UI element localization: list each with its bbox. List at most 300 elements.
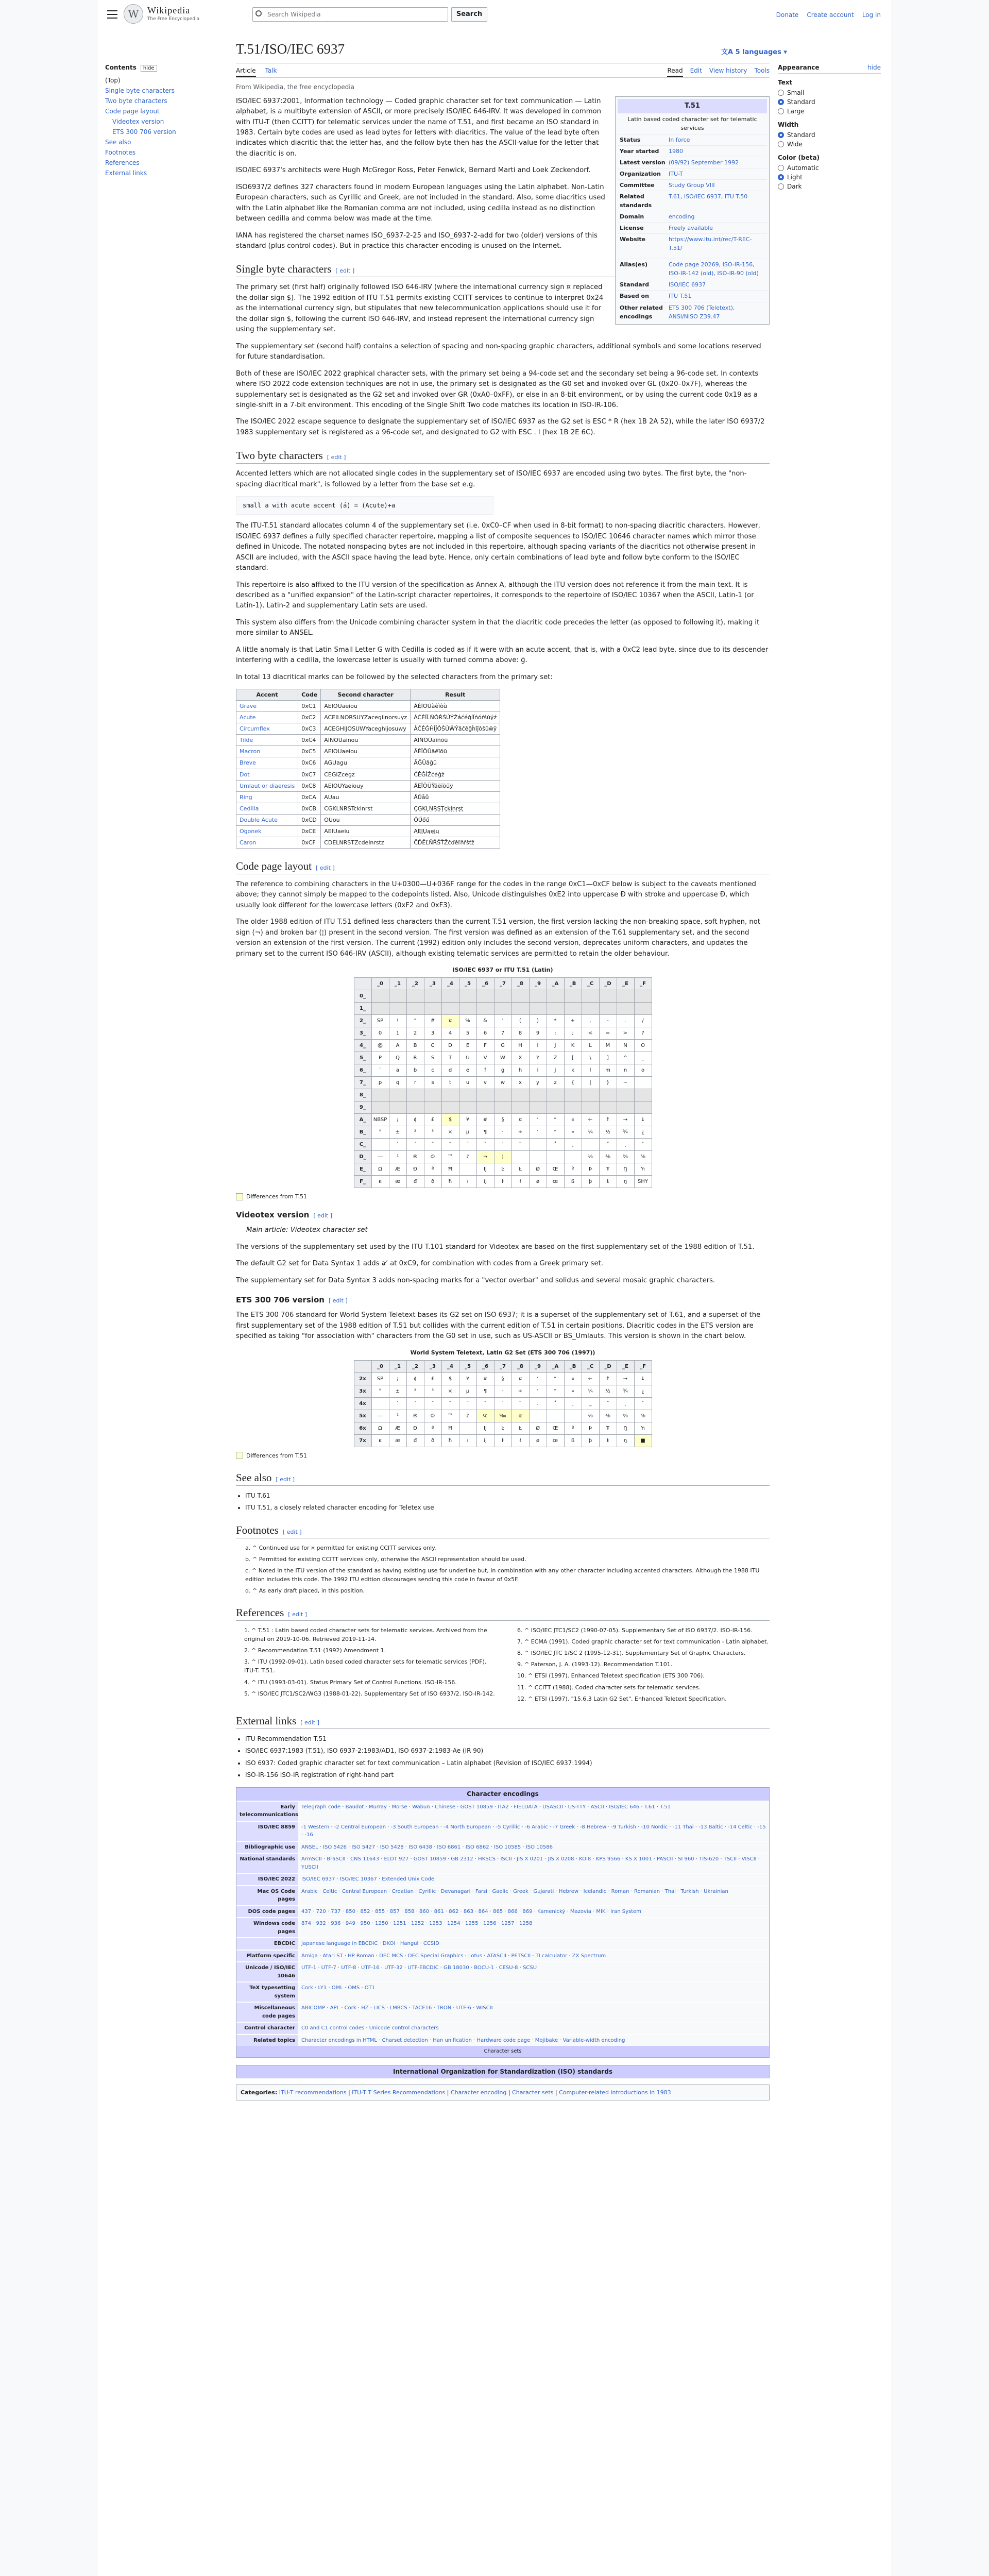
reference-item[interactable]: 12. ^ ETSI (1997). "15.6.3 Latin G2 Set". Enhanced Teletext Specification.	[517, 1695, 727, 1702]
code-cell[interactable]	[459, 990, 476, 1003]
reference-item[interactable]: 4. ^ ITU (1993-03-01). Status Primary Set of Control Functions. ISO-IR-156.	[244, 1679, 457, 1686]
code-cell[interactable]: ´	[406, 1397, 424, 1410]
code-cell[interactable]: `	[371, 1064, 389, 1077]
code-cell[interactable]: ˘	[476, 1397, 494, 1410]
code-cell[interactable]	[564, 1101, 582, 1114]
code-cell[interactable]: »	[564, 1385, 582, 1397]
table-cell[interactable]: Macron	[236, 746, 298, 757]
navbox-foot[interactable]: Character sets	[236, 2046, 769, 2057]
code-cell[interactable]: ˇ	[634, 1397, 652, 1410]
edit-section-link[interactable]: [ edit ]	[327, 454, 346, 461]
code-cell[interactable]: Ω	[371, 1422, 389, 1434]
code-cell[interactable]: V	[476, 1052, 494, 1064]
code-cell[interactable]	[441, 1101, 459, 1114]
search-button[interactable]: Search	[451, 7, 487, 22]
code-cell[interactable]: ⅝	[617, 1151, 634, 1163]
code-cell[interactable]: ŉ	[634, 1163, 652, 1176]
code-cell[interactable]: ’	[529, 1126, 547, 1139]
code-cell[interactable]: i	[529, 1064, 547, 1077]
toc-item[interactable]: Two byte characters	[105, 97, 167, 105]
code-cell[interactable]: c	[424, 1064, 441, 1077]
code-cell[interactable]	[424, 1089, 441, 1101]
code-cell[interactable]	[511, 990, 529, 1003]
code-cell[interactable]	[406, 1089, 424, 1101]
code-cell[interactable]	[547, 1003, 564, 1015]
code-cell[interactable]: ;	[564, 1027, 582, 1040]
code-cell[interactable]: °	[371, 1126, 389, 1139]
width-standard-radio[interactable]: Standard	[778, 130, 881, 140]
search-input[interactable]: Search Wikipedia	[252, 7, 448, 22]
code-cell[interactable]: ¡	[389, 1372, 406, 1385]
code-cell[interactable]: ⅛	[582, 1410, 599, 1422]
code-cell[interactable]: 1	[389, 1027, 406, 1040]
infobox-value[interactable]: ITU-T	[669, 170, 683, 177]
navbox-list[interactable]: ABICOMP · APL · Cork · HZ · LICS · LMBCS · TACE16 · TRON · UTF-6 · WISCII	[298, 2003, 769, 2022]
code-cell[interactable]: ^	[617, 1052, 634, 1064]
navbox-group[interactable]: ISO/IEC 2022	[236, 1874, 298, 1885]
code-cell[interactable]	[634, 1077, 652, 1089]
code-cell[interactable]: Ħ	[441, 1163, 459, 1176]
appearance-hide[interactable]: hide	[867, 64, 881, 71]
code-cell[interactable]: ↓	[634, 1372, 652, 1385]
code-cell[interactable]: °	[371, 1385, 389, 1397]
navbox-list[interactable]: ANSEL · ISO 5426 · ISO 5427 · ISO 5428 · ISO 6438 · ISO 6861 · ISO 6862 · ISO 10585 · ISO 10586	[298, 1842, 769, 1853]
code-cell[interactable]: -	[599, 1015, 617, 1027]
code-cell[interactable]: œ	[547, 1434, 564, 1447]
navbox-group[interactable]: Unicode / ISO/IEC 10646	[236, 1962, 298, 1981]
code-cell[interactable]: Y	[529, 1052, 547, 1064]
navbox-list[interactable]: ArmSCII · BraSCII · CNS 11643 · ELOT 927 · GOST 10859 · GB 2312 · HKSCS · ISCII · JIS X 0201 · JIS X 0208 · KOI8 · KPS 9566 · KS X 1001 · PASCII · SI 960 · TIS-620 · TSCII · VISCII · YUSCII	[298, 1854, 769, 1873]
reference-item[interactable]: 2. ^ Recommendation T.51 (1992) Amendment 1.	[244, 1647, 386, 1654]
edit-section-link[interactable]: [ edit ]	[328, 1297, 348, 1304]
code-cell[interactable]	[634, 990, 652, 1003]
code-cell[interactable]: µ	[459, 1126, 476, 1139]
code-cell[interactable]: 0	[371, 1027, 389, 1040]
code-cell[interactable]: ˛	[617, 1139, 634, 1151]
toc-item[interactable]: See also	[105, 139, 131, 146]
reference-item[interactable]: 5. ^ ISO/IEC JTC1/SC2/WG3 (1988-01-22). Supplementary Set of ISO 6937/2. ISO-IR-142.	[244, 1690, 495, 1697]
code-cell[interactable]: œ	[547, 1176, 564, 1188]
category-link[interactable]: Character encoding	[451, 2089, 507, 2096]
toc-item[interactable]: ETS 300 706 version	[112, 128, 176, 135]
code-cell[interactable]: _	[582, 1397, 599, 1410]
code-cell[interactable]	[494, 1003, 511, 1015]
code-cell[interactable]: #	[424, 1015, 441, 1027]
code-cell[interactable]: 6	[476, 1027, 494, 1040]
code-cell[interactable]: &	[476, 1015, 494, 1027]
code-cell[interactable]: Ŧ	[599, 1422, 617, 1434]
code-cell[interactable]: ß	[564, 1176, 582, 1188]
log-in-link[interactable]: Log in	[862, 11, 881, 19]
code-cell[interactable]: æ	[389, 1176, 406, 1188]
code-cell[interactable]	[529, 1101, 547, 1114]
code-cell[interactable]: p	[371, 1077, 389, 1089]
code-cell[interactable]: /	[634, 1015, 652, 1027]
code-cell[interactable]: α	[511, 1410, 529, 1422]
code-cell[interactable]: 8	[511, 1027, 529, 1040]
reference-item[interactable]: 8. ^ ISO/IEC JTC 1/SC 2 (1995-12-31). Supplementary Set of Graphic Characters.	[517, 1650, 746, 1657]
code-cell[interactable]: E	[459, 1040, 476, 1052]
code-cell[interactable]: Æ	[389, 1422, 406, 1434]
code-cell[interactable]: C	[424, 1040, 441, 1052]
code-cell[interactable]	[476, 1003, 494, 1015]
code-cell[interactable]: .	[529, 1397, 547, 1410]
code-cell[interactable]: ð	[424, 1176, 441, 1188]
category-link[interactable]: Computer-related introductions in 1983	[559, 2089, 671, 2096]
reference-item[interactable]: 6. ^ ISO/IEC JTC1/SC2 (1990-07-05). Supplementary Set of ISO 6937/2. ISO-IR-156.	[517, 1627, 753, 1634]
code-cell[interactable]: ¤	[441, 1015, 459, 1027]
code-cell[interactable]	[634, 1101, 652, 1114]
code-cell[interactable]: M	[599, 1040, 617, 1052]
code-cell[interactable]: º	[564, 1163, 582, 1176]
code-cell[interactable]: P	[371, 1052, 389, 1064]
reference-item[interactable]: 3. ^ ITU (1992-09-01). Latin based coded character sets for telematic services (PDF). ITU-T. T.51.	[244, 1658, 487, 1674]
navbox-list[interactable]: UTF-1 · UTF-7 · UTF-8 · UTF-16 · UTF-32 · UTF-EBCDIC · GB 18030 · BOCU-1 · CESU-8 · SCSU	[298, 1962, 769, 1981]
code-cell[interactable]: }	[599, 1077, 617, 1089]
infobox-value[interactable]: https://www.itu.int/rec/T-REC-T.51/	[669, 236, 752, 252]
code-cell[interactable]: ˙	[494, 1139, 511, 1151]
code-cell[interactable]: ₠	[476, 1410, 494, 1422]
code-cell[interactable]: .	[617, 1015, 634, 1027]
code-cell[interactable]: Ø	[529, 1163, 547, 1176]
code-cell[interactable]: h	[511, 1064, 529, 1077]
code-cell[interactable]: Ŋ	[617, 1163, 634, 1176]
reference-item[interactable]: 10. ^ ETSI (1997). Enhanced Teletext specification (ETS 300 706).	[517, 1672, 705, 1680]
main-menu-icon[interactable]	[107, 10, 117, 19]
code-cell[interactable]: `	[389, 1139, 406, 1151]
code-cell[interactable]: ↓	[634, 1114, 652, 1126]
code-cell[interactable]: ˘	[476, 1139, 494, 1151]
code-cell[interactable]	[529, 1410, 547, 1422]
code-cell[interactable]: y	[529, 1077, 547, 1089]
code-cell[interactable]	[617, 1101, 634, 1114]
code-cell[interactable]: £	[424, 1114, 441, 1126]
code-cell[interactable]: ©	[424, 1151, 441, 1163]
code-cell[interactable]	[389, 1089, 406, 1101]
code-cell[interactable]: %	[459, 1015, 476, 1027]
code-cell[interactable]: *	[547, 1015, 564, 1027]
code-cell[interactable]	[459, 1101, 476, 1114]
code-cell[interactable]: đ	[406, 1434, 424, 1447]
code-cell[interactable]: Ł	[511, 1163, 529, 1176]
donate-link[interactable]: Donate	[776, 11, 799, 19]
table-cell[interactable]: Umlaut or diaeresis	[236, 780, 298, 791]
code-cell[interactable]: Đ	[406, 1422, 424, 1434]
navbox-group[interactable]: Related topics	[236, 2035, 298, 2046]
code-cell[interactable]: Q	[389, 1052, 406, 1064]
code-cell[interactable]: t	[441, 1077, 459, 1089]
navbox-list[interactable]: Telegraph code · Baudot · Murray · Morse · Wabun · Chinese · GOST 10859 · ITA2 · FIELDATA · USASCII · US-TTY · ASCII · ISO/IEC 646 · T.61 · T.51	[298, 1802, 769, 1821]
table-cell[interactable]: Tilde	[236, 735, 298, 746]
code-cell[interactable]: ¦	[494, 1151, 511, 1163]
navbox-list[interactable]: C0 and C1 control codes · Unicode control characters	[298, 2023, 769, 2034]
code-cell[interactable]: µ	[459, 1385, 476, 1397]
category-link[interactable]: ITU-T recommendations	[279, 2089, 347, 2096]
infobox-value[interactable]: ISO/IEC 6937	[669, 281, 706, 289]
navbox-group[interactable]: DOS code pages	[236, 1906, 298, 1918]
navbox-group[interactable]: Early telecommunications	[236, 1802, 298, 1821]
code-cell[interactable]	[564, 990, 582, 1003]
code-cell[interactable]: u	[459, 1077, 476, 1089]
code-cell[interactable]: B	[406, 1040, 424, 1052]
code-cell[interactable]: Œ	[547, 1163, 564, 1176]
code-cell[interactable]: ¿	[634, 1385, 652, 1397]
tab-edit[interactable]: Edit	[690, 67, 702, 74]
code-cell[interactable]: ŋ	[617, 1434, 634, 1447]
code-cell[interactable]	[582, 1003, 599, 1015]
code-cell[interactable]: ˇ	[634, 1139, 652, 1151]
code-cell[interactable]: R	[406, 1052, 424, 1064]
code-cell[interactable]: ¬	[476, 1151, 494, 1163]
code-cell[interactable]: ÷	[511, 1126, 529, 1139]
code-cell[interactable]: ¼	[582, 1126, 599, 1139]
code-cell[interactable]: ”	[547, 1126, 564, 1139]
code-cell[interactable]: #	[476, 1114, 494, 1126]
code-cell[interactable]: 7	[494, 1027, 511, 1040]
code-cell[interactable]: ⅝	[617, 1410, 634, 1422]
navbox-list[interactable]: Amiga · Atari ST · HP Roman · DEC MCS · DEC Special Graphics · Lotus · ATASCII · PETSCII · TI calculator · ZX Spectrum	[298, 1951, 769, 1962]
code-cell[interactable]: 4	[441, 1027, 459, 1040]
code-cell[interactable]: ←	[582, 1114, 599, 1126]
code-cell[interactable]	[617, 1089, 634, 1101]
code-cell[interactable]: đ	[406, 1176, 424, 1188]
code-cell[interactable]: g	[494, 1064, 511, 1077]
category-link[interactable]: ITU-T T Series Recommendations	[352, 2089, 446, 2096]
code-cell[interactable]: ĸ	[371, 1176, 389, 1188]
code-cell[interactable]: ³	[424, 1385, 441, 1397]
code-cell[interactable]	[424, 990, 441, 1003]
code-cell[interactable]	[529, 1003, 547, 1015]
code-cell[interactable]	[599, 990, 617, 1003]
table-cell[interactable]: Breve	[236, 757, 298, 769]
code-cell[interactable]: O	[634, 1040, 652, 1052]
code-cell[interactable]: I	[529, 1040, 547, 1052]
toc-item[interactable]: Videotex version	[112, 118, 164, 125]
code-cell[interactable]: ×	[441, 1385, 459, 1397]
code-cell[interactable]: ×	[441, 1126, 459, 1139]
code-cell[interactable]	[547, 1410, 564, 1422]
code-cell[interactable]: ⅜	[599, 1151, 617, 1163]
code-cell[interactable]: @	[371, 1040, 389, 1052]
table-cell[interactable]: Circumflex	[236, 723, 298, 735]
toc-item[interactable]: Single byte characters	[105, 87, 175, 94]
code-cell[interactable]: ł	[511, 1434, 529, 1447]
code-cell[interactable]: ª	[424, 1422, 441, 1434]
code-cell[interactable]: q	[389, 1077, 406, 1089]
code-cell[interactable]	[441, 990, 459, 1003]
code-cell[interactable]	[441, 1003, 459, 1015]
navbox-group[interactable]: Windows code pages	[236, 1918, 298, 1937]
code-cell[interactable]: Ĳ	[476, 1422, 494, 1434]
code-cell[interactable]: 3	[424, 1027, 441, 1040]
code-cell[interactable]: “	[547, 1114, 564, 1126]
infobox-value[interactable]: T.61, ISO/IEC 6937, ITU T.50	[669, 193, 748, 200]
code-cell[interactable]: §	[494, 1114, 511, 1126]
color-dark-radio[interactable]: Dark	[778, 182, 881, 191]
code-cell[interactable]: ]	[599, 1052, 617, 1064]
code-cell[interactable]: z	[547, 1077, 564, 1089]
footnote-item[interactable]: b. ^ Permitted for existing CCITT services only, otherwise the ASCII representation should be used.	[245, 1556, 526, 1563]
code-cell[interactable]	[371, 1101, 389, 1114]
code-cell[interactable]: r	[406, 1077, 424, 1089]
infobox-value[interactable]: encoding	[669, 213, 695, 221]
code-cell[interactable]: #	[476, 1372, 494, 1385]
code-cell[interactable]: ¸	[564, 1397, 582, 1410]
code-cell[interactable]: ’	[529, 1385, 547, 1397]
code-cell[interactable]: $	[441, 1372, 459, 1385]
code-cell[interactable]	[371, 1397, 389, 1410]
external-link[interactable]: • ISO 6937: Coded graphic character set for text communication – Latin alphabet (Revision of ISO/IEC 6937:1994)	[245, 1758, 770, 1768]
code-cell[interactable]: ™	[441, 1151, 459, 1163]
table-cell[interactable]: Double Acute	[236, 814, 298, 825]
code-cell[interactable]: “	[547, 1372, 564, 1385]
code-cell[interactable]	[547, 1151, 564, 1163]
code-cell[interactable]	[547, 990, 564, 1003]
navbox-title[interactable]: Character encodings	[236, 1788, 769, 1801]
infobox-value[interactable]: Code page 20269, ISO-IR-156, ISO-IR-142 (old), ISO-IR-90 (old)	[669, 261, 759, 277]
create-account-link[interactable]: Create account	[807, 11, 854, 19]
code-cell[interactable]: f	[476, 1064, 494, 1077]
code-cell[interactable]: "	[406, 1015, 424, 1027]
code-cell[interactable]: SP	[371, 1015, 389, 1027]
table-cell[interactable]: Caron	[236, 837, 298, 848]
code-cell[interactable]	[511, 1101, 529, 1114]
code-cell[interactable]: ¥	[459, 1114, 476, 1126]
code-cell[interactable]: ł	[511, 1176, 529, 1188]
code-cell[interactable]: ¼	[582, 1385, 599, 1397]
code-cell[interactable]	[564, 1151, 582, 1163]
code-cell[interactable]: o	[634, 1064, 652, 1077]
code-cell[interactable]: `	[389, 1397, 406, 1410]
code-cell[interactable]: ø	[529, 1434, 547, 1447]
code-cell[interactable]: «	[564, 1372, 582, 1385]
code-cell[interactable]: >	[617, 1027, 634, 1040]
external-link[interactable]: • ISO-IR-156 ISO-IR registration of right-hand part	[245, 1770, 770, 1780]
wordmark[interactable]: Wikipedia	[147, 5, 191, 15]
code-cell[interactable]: ˆ	[424, 1397, 441, 1410]
code-cell[interactable]: w	[494, 1077, 511, 1089]
footnote-item[interactable]: c. ^ Noted in the ITU version of the standard as having existing use for underline but, in combination with any other character including accented characters. Although the 1988 ITU edition includes this code. The 1992 ITU edition discourages sending this code in favour of 0x5F.	[245, 1567, 760, 1583]
code-cell[interactable]: T	[441, 1052, 459, 1064]
code-cell[interactable]: ³	[424, 1126, 441, 1139]
reference-item[interactable]: 7. ^ ECMA (1991). Coded graphic character set for text communication - Latin alphabet.	[517, 1638, 769, 1646]
code-cell[interactable]: <	[582, 1027, 599, 1040]
code-cell[interactable]	[529, 1151, 547, 1163]
code-cell[interactable]: =	[599, 1027, 617, 1040]
code-cell[interactable]: 2	[406, 1027, 424, 1040]
code-cell[interactable]: ß	[564, 1434, 582, 1447]
code-cell[interactable]: ħ	[441, 1176, 459, 1188]
code-cell[interactable]: ‘	[529, 1114, 547, 1126]
code-cell[interactable]: {	[564, 1077, 582, 1089]
code-cell[interactable]: k	[564, 1064, 582, 1077]
code-cell[interactable]: Ŧ	[599, 1163, 617, 1176]
edit-section-link[interactable]: [ edit ]	[288, 1611, 307, 1618]
code-cell[interactable]	[371, 1089, 389, 1101]
code-cell[interactable]: ‰	[494, 1410, 511, 1422]
navbox-iso-title[interactable]: International Organization for Standardization (ISO) standards	[236, 2065, 769, 2078]
code-cell[interactable]: ™	[441, 1410, 459, 1422]
text-standard-radio[interactable]: Standard	[778, 97, 881, 107]
code-cell[interactable]: )	[529, 1015, 547, 1027]
code-cell[interactable]: ¥	[459, 1372, 476, 1385]
code-cell[interactable]	[424, 1003, 441, 1015]
code-cell[interactable]	[494, 1089, 511, 1101]
code-cell[interactable]: ˜	[441, 1397, 459, 1410]
code-cell[interactable]: ø	[529, 1176, 547, 1188]
code-cell[interactable]: ŧ	[599, 1434, 617, 1447]
table-cell[interactable]: Dot	[236, 769, 298, 780]
code-cell[interactable]: ˛	[617, 1397, 634, 1410]
infobox-value[interactable]: Study Group VIII	[669, 182, 715, 189]
color-light-radio[interactable]: Light	[778, 173, 881, 182]
code-cell[interactable]: ¤	[511, 1372, 529, 1385]
code-cell[interactable]: Þ	[582, 1163, 599, 1176]
code-cell[interactable]: v	[476, 1077, 494, 1089]
table-cell[interactable]: Cedilla	[236, 803, 298, 814]
code-cell[interactable]: ²	[406, 1385, 424, 1397]
code-cell[interactable]: ~	[617, 1077, 634, 1089]
code-cell[interactable]	[547, 1089, 564, 1101]
code-cell[interactable]: ª	[424, 1163, 441, 1176]
code-cell[interactable]: $	[441, 1114, 459, 1126]
code-cell[interactable]	[441, 1089, 459, 1101]
code-cell[interactable]: ―	[371, 1410, 389, 1422]
edit-section-link[interactable]: [ edit ]	[300, 1719, 319, 1726]
code-cell[interactable]	[406, 1003, 424, 1015]
code-cell[interactable]: J	[547, 1040, 564, 1052]
navbox-group[interactable]: Platform specific	[236, 1951, 298, 1962]
code-cell[interactable]: ¾	[617, 1385, 634, 1397]
code-cell[interactable]: ¹	[389, 1151, 406, 1163]
reference-item[interactable]: 1. ^ T.51 : Latin based coded character sets for telematic services. Archived from the original on 2019-10-06. Retrieved 2019-11-14.	[244, 1627, 487, 1643]
code-cell[interactable]: ¶	[476, 1126, 494, 1139]
code-cell[interactable]: ŉ	[634, 1422, 652, 1434]
navbox-group[interactable]: National standards	[236, 1854, 298, 1873]
code-cell[interactable]: ±	[389, 1385, 406, 1397]
code-cell[interactable]: ¾	[617, 1126, 634, 1139]
code-cell[interactable]: ¹	[389, 1410, 406, 1422]
code-cell[interactable]: §	[494, 1372, 511, 1385]
category-link[interactable]: Character sets	[512, 2089, 554, 2096]
code-cell[interactable]: ¢	[406, 1114, 424, 1126]
navbox-group[interactable]: ISO/IEC 8859	[236, 1822, 298, 1841]
code-cell[interactable]: ¸	[564, 1139, 582, 1151]
code-cell[interactable]: ®	[406, 1151, 424, 1163]
code-cell[interactable]	[582, 1101, 599, 1114]
code-cell[interactable]	[599, 1003, 617, 1015]
code-cell[interactable]	[476, 1089, 494, 1101]
footnote-item[interactable]: d. ^ As early draft placed, in this position.	[245, 1587, 365, 1595]
navbox-group[interactable]: Bibliographic use	[236, 1842, 298, 1853]
code-cell[interactable]: ↑	[599, 1114, 617, 1126]
code-cell[interactable]	[494, 1101, 511, 1114]
text-small-radio[interactable]: Small	[778, 88, 881, 97]
code-cell[interactable]	[476, 990, 494, 1003]
code-cell[interactable]	[529, 1139, 547, 1151]
code-cell[interactable]: Ŀ	[494, 1163, 511, 1176]
code-cell[interactable]: ˙	[494, 1397, 511, 1410]
see-also-item[interactable]: • ITU T.61	[245, 1491, 770, 1501]
code-cell[interactable]: s	[424, 1077, 441, 1089]
code-cell[interactable]: º	[564, 1422, 582, 1434]
code-cell[interactable]: l	[582, 1064, 599, 1077]
navbox-list[interactable]: 437 · 720 · 737 · 850 · 852 · 855 · 857 · 858 · 860 · 861 · 862 · 863 · 864 · 865 · 866 · 869 · Kamenický · Mazovia · MIK · Iran System	[298, 1906, 769, 1918]
code-cell[interactable]: K	[564, 1040, 582, 1052]
code-cell[interactable]: ♪	[459, 1410, 476, 1422]
code-cell[interactable]: ¨	[511, 1139, 529, 1151]
code-cell[interactable]	[511, 1089, 529, 1101]
